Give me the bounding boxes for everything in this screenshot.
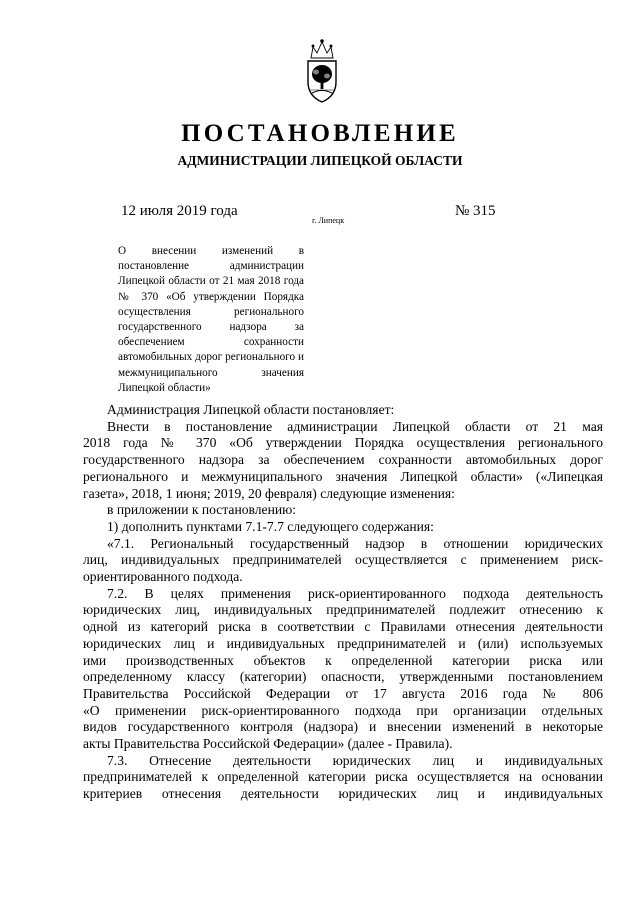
body-line: 2018 года № 370 «Об утверждении Порядка осуществления регионального xyxy=(83,435,603,451)
body-line: юридических лиц и индивидуальных предпринимателей и (или) используемых xyxy=(83,635,603,651)
body-line: Внести в постановление администрации Липецкой области от 21 мая xyxy=(107,418,603,434)
body-line: 7.2. В целях применения риск-ориентированного подхода деятельность xyxy=(107,585,603,601)
body-line: Правительства Российской Федерации от 17 августа 2016 года № 806 xyxy=(83,685,603,701)
document-title: ПОСТАНОВЛЕНИЕ xyxy=(181,120,459,147)
body-line: ориентированного подхода. xyxy=(83,569,243,585)
document-body xyxy=(83,402,603,803)
issuing-authority: АДМИНИСТРАЦИИ ЛИПЕЦКОЙ ОБЛАСТИ xyxy=(177,153,463,168)
body-line: «7.1. Региональный государственный надзор в отношении юридических xyxy=(107,535,603,551)
body-paragraph: в приложении к постановлению: xyxy=(107,502,297,518)
document-annotation: О внесении изменений в постановление администрации Липецкой области от 21 мая 2018 года № 370 «Об утверждении Порядка осуществления регионального государственного надзора за обеспечением сохранности автомобильных дорог регионального и межмуниципального значения Липецкой области» xyxy=(118,245,304,394)
body-paragraph: Администрация Липецкой области постановляет: xyxy=(107,402,395,417)
coat-of-arms-emblem xyxy=(302,38,342,104)
body-line: видов государственного контроля (надзора) и внесении изменений в некоторые xyxy=(83,719,603,735)
body-line: газета», 2018, 1 июня; 2019, 20 февраля) следующие изменения: xyxy=(83,485,455,501)
document-date: 12 июля 2019 года xyxy=(121,203,238,219)
body-line: государственного надзора за обеспечением сохранности автомобильных дорог xyxy=(83,452,603,468)
body-line: критериев отнесения деятельности юридических лиц и индивидуальных xyxy=(83,786,603,802)
tree-icon xyxy=(310,65,334,93)
body-line: акты Правительства Российской Федерации» (далее - Правила). xyxy=(83,736,453,752)
document-city: г. Липецк xyxy=(312,216,345,225)
body-line: «О применении риск-ориентированного подхода при организации отдельных xyxy=(83,702,603,718)
crown-icon xyxy=(311,40,333,58)
body-paragraph: 1) дополнить пунктами 7.1-7.7 следующего содержания: xyxy=(107,518,434,534)
body-line: юридических лиц, индивидуальных предпринимателей подлежит отнесению к xyxy=(83,602,603,618)
body-line: предпринимателей к определенной категории риска осуществляется на основании xyxy=(83,769,603,785)
body-line: определенному классу (категории) опасности, утвержденными постановлением xyxy=(83,669,603,685)
body-line: лиц, индивидуальных предпринимателей осуществляется с применением риск- xyxy=(83,552,603,568)
document-number: № 315 xyxy=(455,203,496,219)
body-line: 7.3. Отнесение деятельности юридических лиц и индивидуальных xyxy=(107,752,603,768)
body-line: регионального и межмуниципального значения Липецкой области» («Липецкая xyxy=(83,468,603,484)
body-line: ими производственных объектов к определенной категории риска или xyxy=(83,652,603,668)
body-line: одной из категорий риска в соответствии с Правилами отнесения деятельности xyxy=(83,619,603,635)
